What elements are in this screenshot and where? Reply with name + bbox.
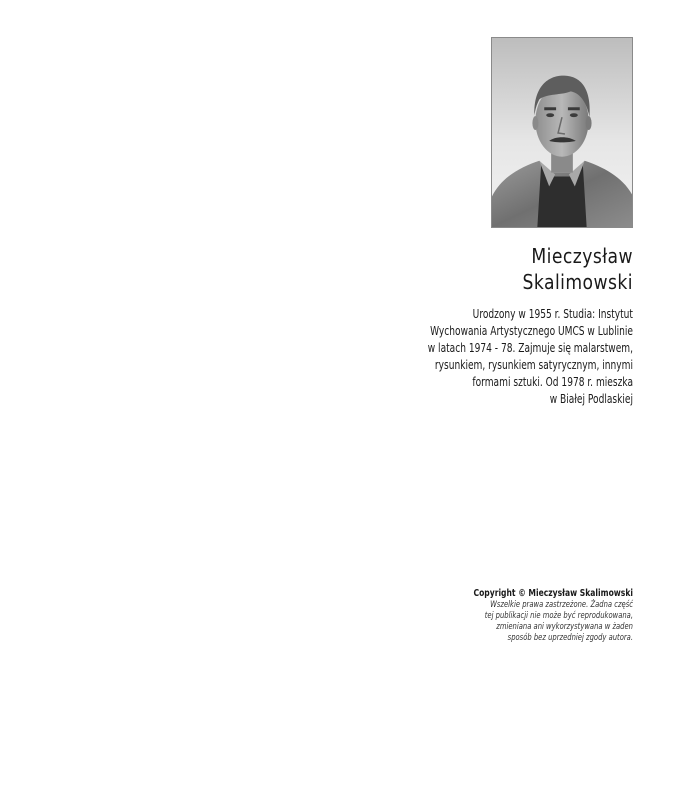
bio-line: w latach 1974 - 78. Zajmuje się malarstwem, xyxy=(427,341,633,355)
author-last-name: Skalimowski xyxy=(522,270,633,294)
bio-line: Wychowania Artystycznego UMCS w Lublinie xyxy=(430,324,633,338)
bio-line: rysunkiem, rysunkiem satyrycznym, innymi xyxy=(434,358,633,372)
bio-line: Urodzony w 1955 r. Studia: Instytut xyxy=(472,307,633,321)
bio-line: formami sztuki. Od 1978 r. mieszka xyxy=(472,375,633,389)
copyright-line: sposób bez uprzedniej zgody autora. xyxy=(507,633,633,643)
copyright-line: tej publikacji nie może być reprodukowana, xyxy=(484,611,633,621)
copyright-line: Wszelkie prawa zastrzeżone. Żadna część xyxy=(490,600,633,610)
copyright-title: Copyright © Mieczysław Skalimowski xyxy=(473,588,633,599)
author-name xyxy=(409,243,633,295)
copyright-notice xyxy=(457,588,633,644)
bio-line: w Białej Podlaskiej xyxy=(549,392,633,406)
author-biography xyxy=(406,306,633,408)
copyright-line: zmieniana ani wykorzystywana w żaden xyxy=(496,622,633,632)
author-portrait-photo xyxy=(491,37,633,228)
author-first-name: Mieczysław xyxy=(531,244,633,268)
